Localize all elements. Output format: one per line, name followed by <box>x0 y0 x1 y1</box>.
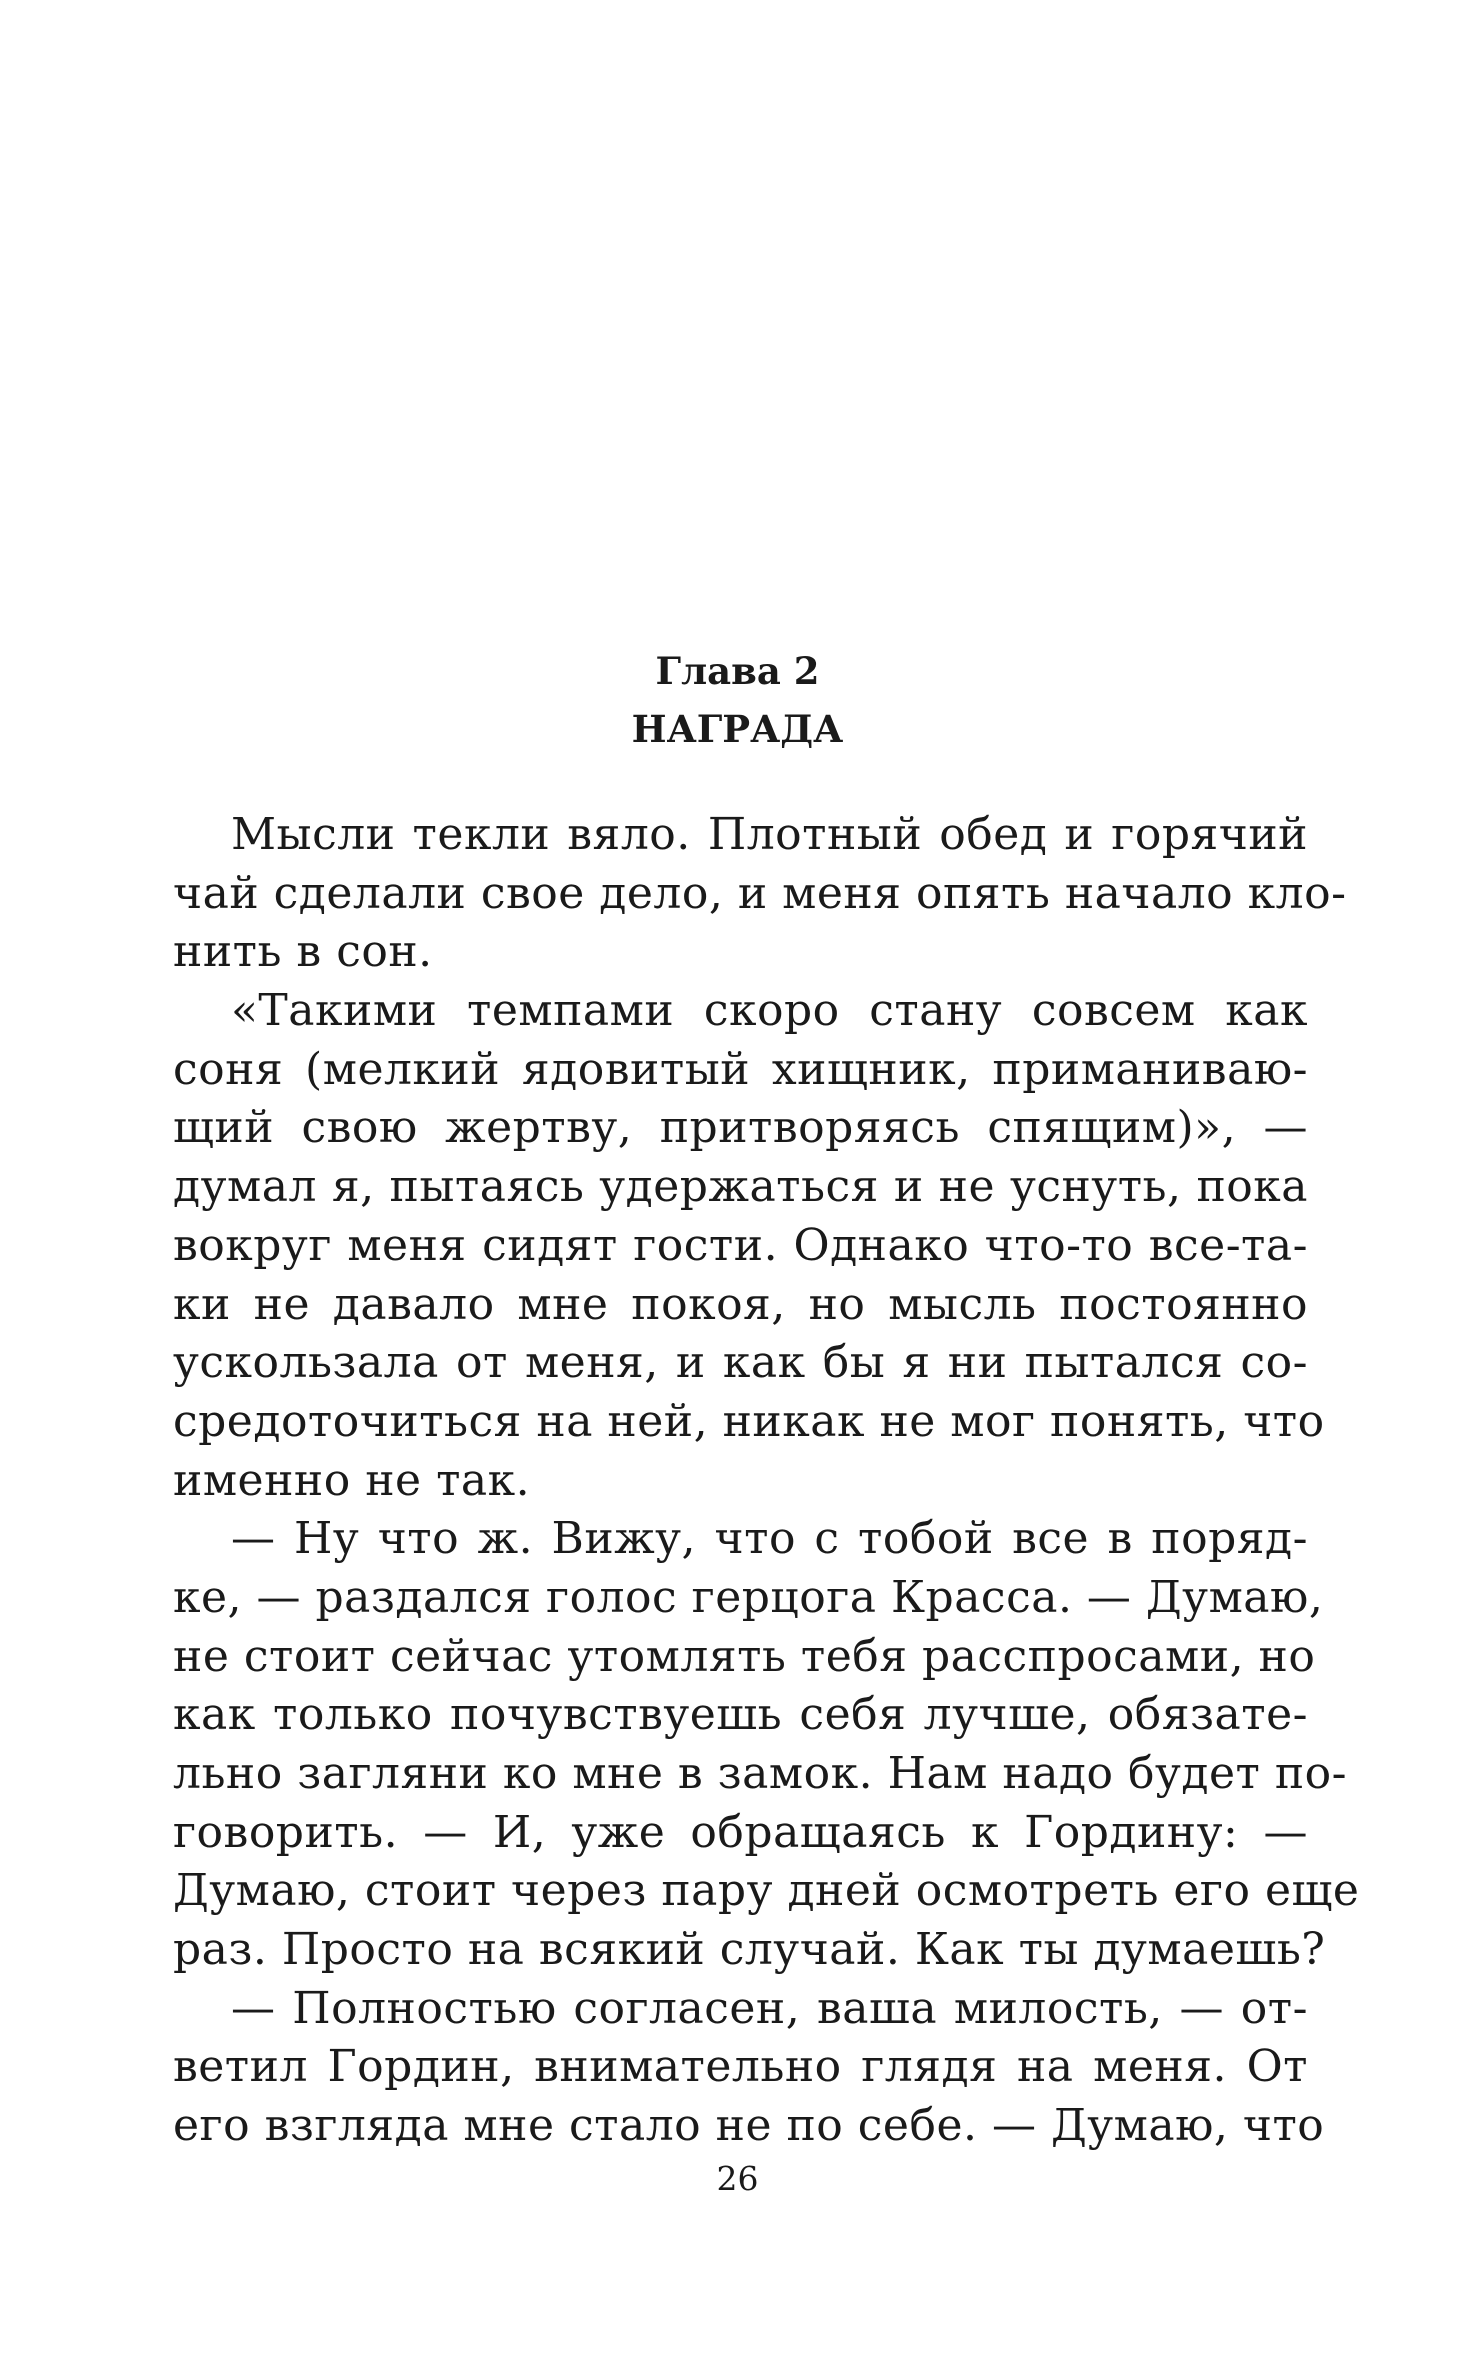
text-line: его взгляда мне стало не по себе. — Думаю, что <box>173 2100 1325 2152</box>
text-line: щий свою жертву, притворяясь спящим)», — <box>173 1102 1308 1154</box>
text-line: как только почувствуешь себя лучше, обязате- <box>173 1689 1308 1741</box>
text-line: ки не давало мне покоя, но мысль постоянно <box>173 1278 1308 1330</box>
text-line: «Такими темпами скоро стану совсем как <box>231 985 1308 1037</box>
text-line: — Ну что ж. Вижу, что с тобой все в поряд- <box>231 1513 1308 1565</box>
text-line: ке, — раздался голос герцога Красса. — Думаю, <box>173 1571 1324 1623</box>
text-line: вокруг меня сидят гости. Однако что-то все-та- <box>173 1219 1308 1271</box>
text-line: ветил Гордин, внимательно глядя на меня. От <box>173 2041 1308 2093</box>
text-line: чай сделали свое дело, и меня опять начало кло- <box>173 867 1347 919</box>
chapter-title: НАГРАДА <box>631 707 844 751</box>
text-line: думал я, пытаясь удержаться и не уснуть, пока <box>173 1161 1308 1213</box>
text-line: — Полностью согласен, ваша милость, — от- <box>231 1982 1308 2034</box>
text-line: средоточиться на ней, никак не мог понять, что <box>173 1395 1325 1447</box>
body-text <box>173 806 1360 2156</box>
text-line: Думаю, стоит через пару дней осмотреть его еще <box>173 1865 1360 1917</box>
text-line: нить в сон. <box>173 926 433 978</box>
chapter-number: Глава 2 <box>655 649 820 693</box>
text-line: льно загляни ко мне в замок. Нам надо будет по- <box>173 1748 1348 1799</box>
text-line: именно не так. <box>173 1454 531 1506</box>
text-line: не стоит сейчас утомлять тебя расспросами, но <box>173 1630 1316 1682</box>
chapter-heading <box>170 642 1305 758</box>
text-line: говорить. — И, уже обращаясь к Гордину: — <box>173 1806 1308 1858</box>
text-line: ускользала от меня, и как бы я ни пытался со- <box>173 1337 1308 1389</box>
text-line: раз. Просто на всякий случай. Как ты думаешь? <box>173 1924 1326 1976</box>
text-line: соня (мелкий ядовитый хищник, приманиваю- <box>173 1043 1308 1095</box>
page-number: 26 <box>716 2159 759 2198</box>
text-line: Мысли текли вяло. Плотный обед и горячий <box>231 809 1308 860</box>
